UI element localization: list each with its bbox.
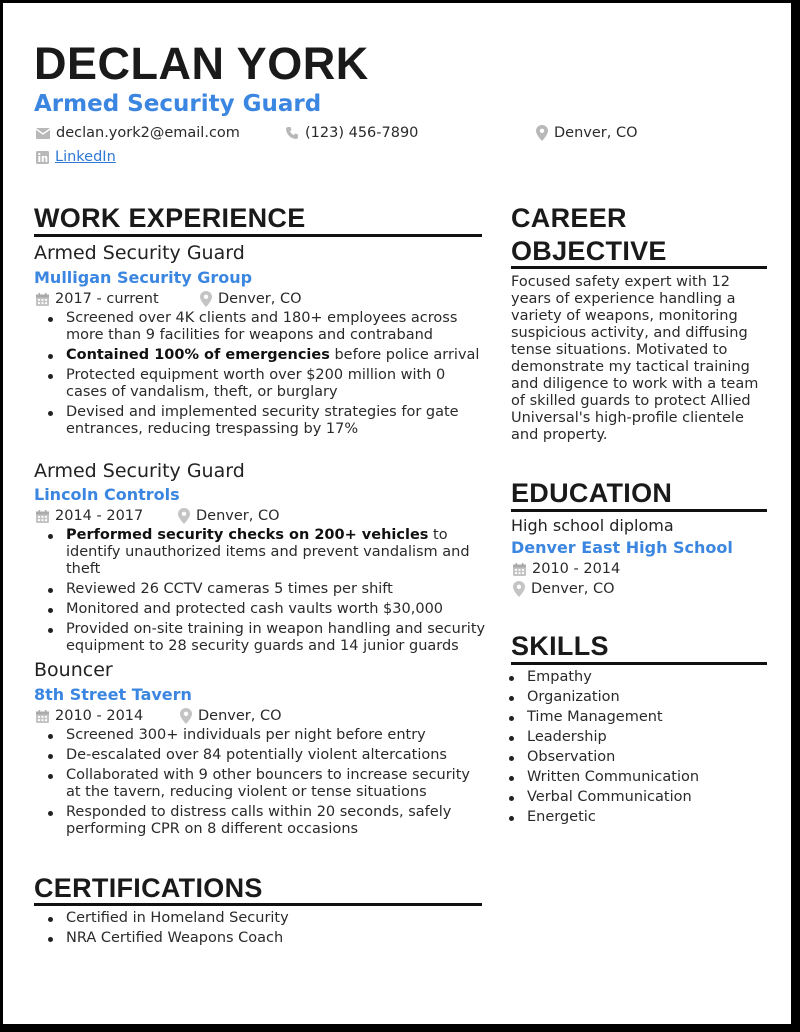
calendar-icon	[513, 563, 526, 576]
list-item: Monitored and protected cash vaults worth $30,000	[34, 601, 486, 618]
calendar-icon	[36, 293, 49, 306]
list-item: Energetic	[495, 809, 775, 826]
map-pin-icon	[178, 508, 190, 524]
linkedin-icon	[36, 151, 49, 164]
job-2-bullets	[34, 527, 486, 658]
map-pin-icon	[180, 708, 192, 724]
certifications-divider	[34, 903, 482, 906]
education-dates-text: 2010 - 2014	[532, 561, 621, 577]
candidate-title: Armed Security Guard	[34, 91, 322, 117]
job-2-company: Lincoln Controls	[34, 485, 180, 504]
location-text: Denver, CO	[554, 125, 638, 141]
list-item: Provided on-site training in weapon handling and security equipment to 28 security guards and 14 junior guards	[34, 621, 486, 655]
job-3-dates	[36, 706, 143, 726]
list-item: Screened over 4K clients and 180+ employees across more than 9 facilities for weapons and contraband	[34, 310, 486, 344]
map-pin-icon	[200, 291, 212, 307]
map-pin-icon	[536, 125, 548, 141]
linkedin-link[interactable]: LinkedIn	[55, 149, 116, 165]
list-item: Organization	[495, 689, 775, 706]
list-item: Devised and implemented security strategies for gate entrances, reducing trespassing by 17%	[34, 404, 486, 438]
list-item: Performed security checks on 200+ vehicles to identify unauthorized items and prevent vandalism and theft	[34, 527, 486, 578]
education-location-text: Denver, CO	[531, 581, 615, 597]
contact-location	[536, 123, 638, 143]
certifications-heading: CERTIFICATIONS	[34, 873, 263, 903]
list-item: Time Management	[495, 709, 775, 726]
job-2-location	[178, 506, 280, 526]
list-item: De-escalated over 84 potentially violent altercations	[34, 747, 486, 764]
career-objective-heading-line2: OBJECTIVE	[511, 236, 667, 266]
work-experience-divider	[34, 234, 482, 237]
list-item: Observation	[495, 749, 775, 766]
job-2-title: Armed Security Guard	[34, 460, 245, 482]
candidate-name: DECLAN YORK	[34, 38, 369, 89]
education-divider	[511, 509, 767, 512]
list-item: Reviewed 26 CCTV cameras 5 times per shift	[34, 581, 486, 598]
phone-text: (123) 456-7890	[305, 125, 419, 141]
job-2-location-text: Denver, CO	[196, 508, 280, 524]
education-location	[513, 579, 615, 599]
contact-email[interactable]	[36, 123, 240, 143]
skills-divider	[511, 662, 767, 665]
certifications-list	[34, 910, 486, 950]
career-objective-heading-line1: CAREER	[511, 203, 627, 233]
calendar-icon	[36, 710, 49, 723]
job-2-dates-text: 2014 - 2017	[55, 508, 144, 524]
list-item: Empathy	[495, 669, 775, 686]
career-objective-text: Focused safety expert with 12 years of experience handling a variety of weapons, monitoring suspicious activity, and diffusing tense situations. Motivated to demonstrate my tactical training and diligence to work with a team of skilled guards to protect Allied Universal's high-profile clientele and property.	[511, 274, 759, 443]
work-experience-heading: WORK EXPERIENCE	[34, 203, 306, 233]
job-3-company: 8th Street Tavern	[34, 685, 192, 704]
contact-phone[interactable]	[285, 123, 418, 143]
phone-icon	[285, 126, 299, 140]
skills-heading: SKILLS	[511, 631, 609, 661]
job-3-bullets	[34, 727, 486, 841]
job-1-bullets	[34, 310, 486, 441]
list-item: Verbal Communication	[495, 789, 775, 806]
job-3-location	[180, 706, 282, 726]
education-dates	[513, 559, 620, 579]
job-3-title: Bouncer	[34, 659, 113, 681]
education-school: Denver East High School	[511, 538, 733, 557]
email-text: declan.york2@email.com	[56, 125, 240, 141]
list-item: Written Communication	[495, 769, 775, 786]
skills-list	[495, 669, 775, 829]
list-item: Collaborated with 9 other bouncers to increase security at the tavern, reducing violent or tense situations	[34, 767, 486, 801]
list-item: Contained 100% of emergencies before police arrival	[34, 347, 486, 364]
calendar-icon	[36, 510, 49, 523]
job-3-location-text: Denver, CO	[198, 708, 282, 724]
career-objective-divider	[511, 266, 767, 269]
list-item: Certified in Homeland Security	[34, 910, 486, 927]
list-item: Protected equipment worth over $200 million with 0 cases of vandalism, theft, or burglary	[34, 367, 486, 401]
job-3-dates-text: 2010 - 2014	[55, 708, 144, 724]
job-1-location-text: Denver, CO	[218, 291, 302, 307]
resume-page	[3, 3, 791, 1024]
envelope-icon	[36, 128, 50, 139]
education-heading: EDUCATION	[511, 478, 673, 508]
job-1-title: Armed Security Guard	[34, 242, 245, 264]
map-pin-icon	[513, 581, 525, 597]
contact-linkedin[interactable]	[36, 147, 116, 167]
list-item: Leadership	[495, 729, 775, 746]
list-item: Responded to distress calls within 20 seconds, safely performing CPR on 8 different occasions	[34, 804, 486, 838]
job-1-dates-text: 2017 - current	[55, 291, 159, 307]
job-1-company: Mulligan Security Group	[34, 268, 253, 287]
job-2-dates	[36, 506, 143, 526]
education-degree: High school diploma	[511, 516, 674, 535]
list-item: Screened 300+ individuals per night before entry	[34, 727, 486, 744]
job-1-location	[200, 289, 302, 309]
job-1-dates	[36, 289, 159, 309]
list-item: NRA Certified Weapons Coach	[34, 930, 486, 947]
